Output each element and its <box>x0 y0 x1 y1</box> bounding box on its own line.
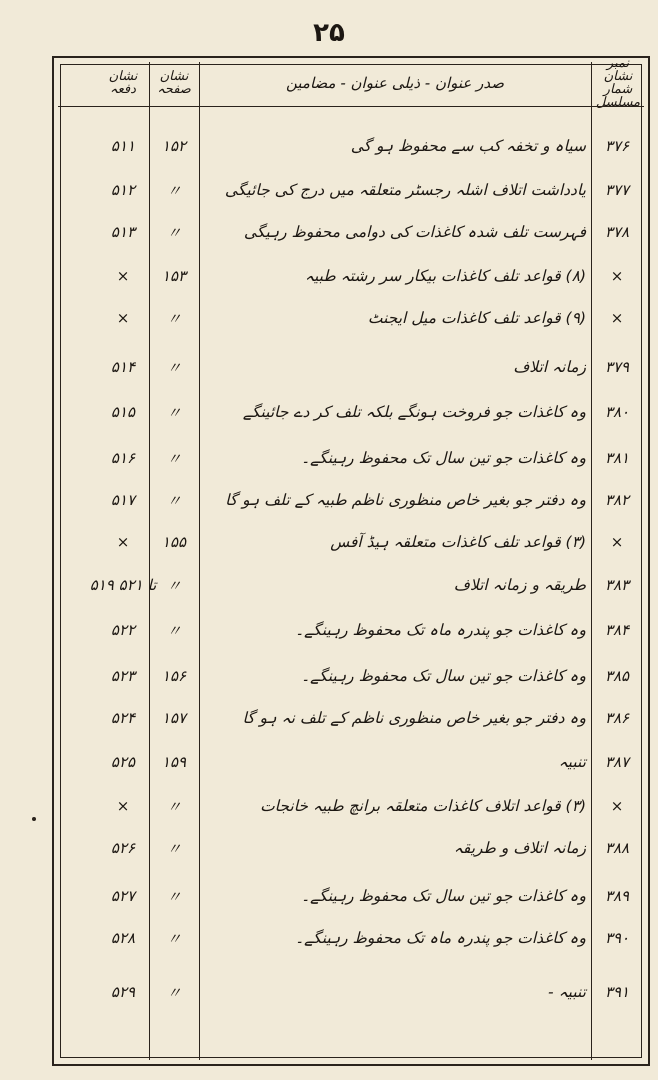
row-serial: ۳۷۶ <box>604 137 630 155</box>
row-serial: ۳۸۳ <box>604 576 630 594</box>
row-page-ref: ۱۵۹ <box>161 753 187 771</box>
row-title: (۳) قواعد اتلاف کاغذات متعلقہ برانچ طبیہ خانجات <box>260 797 586 815</box>
table-row <box>0 303 658 333</box>
row-serial: × <box>610 267 624 285</box>
row-serial: × <box>610 797 624 815</box>
row-para-ref: ۵۲۶ <box>110 839 136 857</box>
row-title: وہ کاغذات جو تین سال تک محفوظ رہینگے۔ <box>301 449 586 467</box>
table-row <box>0 923 658 953</box>
row-title: تنبیہ - <box>548 983 586 1001</box>
row-para-ref: ۵۲۴ <box>110 709 136 727</box>
table-row <box>0 881 658 911</box>
row-title: (۳) قواعد تلف کاغذات متعلقہ ہیڈ آفس <box>330 533 586 551</box>
table-row <box>0 570 658 600</box>
table-row <box>0 217 658 247</box>
row-page-ref: 〃 <box>166 839 182 858</box>
table-row <box>0 443 658 473</box>
row-page-ref: 〃 <box>166 491 182 510</box>
row-para-ref: ۵۲۸ <box>110 929 136 947</box>
table-row <box>0 747 658 777</box>
row-title: وہ کاغذات جو فروخت ہونگے بلکہ تلف کر دے جائینگے <box>242 403 586 421</box>
row-title: وہ کاغذات جو تین سال تک محفوظ رہینگے۔ <box>301 887 586 905</box>
row-serial: ۳۸۵ <box>604 667 630 685</box>
table-row <box>0 791 658 821</box>
row-page-ref: ۱۵۳ <box>161 267 187 285</box>
row-para-ref: ۵۱۹ تا ۵۲۱ <box>89 576 157 594</box>
row-serial: ۳۸۲ <box>604 491 630 509</box>
row-page-ref: 〃 <box>166 403 182 422</box>
row-title: وہ کاغذات جو پندرہ ماہ تک محفوظ رہینگے۔ <box>294 621 586 639</box>
table-row <box>0 261 658 291</box>
table-row <box>0 661 658 691</box>
table-row <box>0 527 658 557</box>
row-page-ref: ۱۵۵ <box>161 533 187 551</box>
row-para-ref: ۵۲۵ <box>110 753 136 771</box>
row-title: (۹) قواعد تلف کاغذات میل ایجنٹ <box>367 309 586 327</box>
header-title: صدر عنوان - ذیلی عنوان - مضامین <box>285 73 505 92</box>
row-page-ref: 〃 <box>166 621 182 640</box>
row-para-ref: × <box>116 309 130 327</box>
ink-speck <box>32 817 36 821</box>
row-para-ref: ۵۲۹ <box>110 983 136 1001</box>
row-title: وہ کاغذات جو پندرہ ماہ تک محفوظ رہینگے۔ <box>294 929 586 947</box>
row-serial: ۳۸۹ <box>604 887 630 905</box>
row-title: سیاہ و تخفہ کب سے محفوظ ہو گی <box>350 137 586 155</box>
table-row <box>0 397 658 427</box>
row-page-ref: 〃 <box>166 309 182 328</box>
row-page-ref: 〃 <box>166 358 182 377</box>
row-title: زمانہ اتلاف <box>513 358 586 376</box>
row-page-ref: 〃 <box>166 797 182 816</box>
table-row <box>0 131 658 161</box>
header-para-ref: نشان دفعہ <box>108 69 138 97</box>
row-title: فہرست تلف شدہ کاغذات کی دوامی محفوظ رہیگی <box>243 223 586 241</box>
table-row <box>0 615 658 645</box>
row-para-ref: × <box>116 267 130 285</box>
row-title: وہ دفتر جو بغیر خاص منظوری ناظم طبیہ کے تلف ہو گا <box>225 491 586 509</box>
row-serial: ۳۸۴ <box>604 621 630 639</box>
row-title: طریقہ و زمانہ اتلاف <box>453 576 586 594</box>
row-serial: ۳۹۰ <box>604 929 630 947</box>
table-row <box>0 352 658 382</box>
row-para-ref: ۵۱۴ <box>110 358 136 376</box>
row-title: تنبیہ <box>558 753 586 771</box>
row-para-ref: ۵۱۵ <box>110 403 136 421</box>
row-para-ref: ۵۱۶ <box>110 449 136 467</box>
row-page-ref: 〃 <box>166 576 182 595</box>
row-serial: ۳۷۸ <box>604 223 630 241</box>
header-serial: نمبر نشان شمار مسلسل <box>595 56 641 110</box>
row-para-ref: × <box>116 533 130 551</box>
row-page-ref: 〃 <box>166 983 182 1002</box>
row-para-ref: × <box>116 797 130 815</box>
row-title: وہ کاغذات جو تین سال تک محفوظ رہینگے۔ <box>301 667 586 685</box>
row-page-ref: 〃 <box>166 929 182 948</box>
row-title: (۸) قواعد تلف کاغذات بیکار سر رشتہ طبیہ <box>304 267 586 285</box>
header-page-ref: نشان صفحہ <box>157 69 191 97</box>
row-page-ref: 〃 <box>166 449 182 468</box>
row-para-ref: ۵۲۷ <box>110 887 136 905</box>
row-serial: × <box>610 309 624 327</box>
row-page-ref: ۱۵۷ <box>161 709 187 727</box>
table-row <box>0 977 658 1007</box>
row-serial: ۳۸۷ <box>604 753 630 771</box>
row-serial: ۳۸۰ <box>604 403 630 421</box>
row-para-ref: ۵۱۷ <box>110 491 136 509</box>
table-row <box>0 833 658 863</box>
row-serial: ۳۷۷ <box>604 181 630 199</box>
row-serial: × <box>610 533 624 551</box>
row-serial: ۳۸۸ <box>604 839 630 857</box>
row-serial: ۳۷۹ <box>604 358 630 376</box>
row-serial: ۳۸۶ <box>604 709 630 727</box>
row-page-ref: 〃 <box>166 181 182 200</box>
table-row <box>0 485 658 515</box>
row-page-ref: 〃 <box>166 223 182 242</box>
row-para-ref: ۵۲۲ <box>110 621 136 639</box>
row-title: زمانہ اتلاف و طریقہ <box>453 839 586 857</box>
row-serial: ۳۸۱ <box>604 449 630 467</box>
row-para-ref: ۵۲۳ <box>110 667 136 685</box>
row-title: وہ دفتر جو بغیر خاص منظوری ناظم کے تلف نہ ہو گا <box>242 709 586 727</box>
row-para-ref: ۵۱۱ <box>110 137 136 155</box>
table-row <box>0 703 658 733</box>
row-serial: ۳۹۱ <box>604 983 630 1001</box>
header-divider <box>58 106 644 107</box>
row-title: یادداشت اتلاف اشلہ رجسٹر متعلقہ میں درج کی جائیگی <box>224 181 586 199</box>
row-page-ref: ۱۵۶ <box>161 667 187 685</box>
index-table <box>52 56 650 1066</box>
table-row <box>0 175 658 205</box>
row-page-ref: 〃 <box>166 887 182 906</box>
row-page-ref: ۱۵۲ <box>161 137 187 155</box>
page-number: ۲۵ <box>313 18 345 48</box>
row-para-ref: ۵۱۳ <box>110 223 136 241</box>
row-para-ref: ۵۱۲ <box>110 181 136 199</box>
